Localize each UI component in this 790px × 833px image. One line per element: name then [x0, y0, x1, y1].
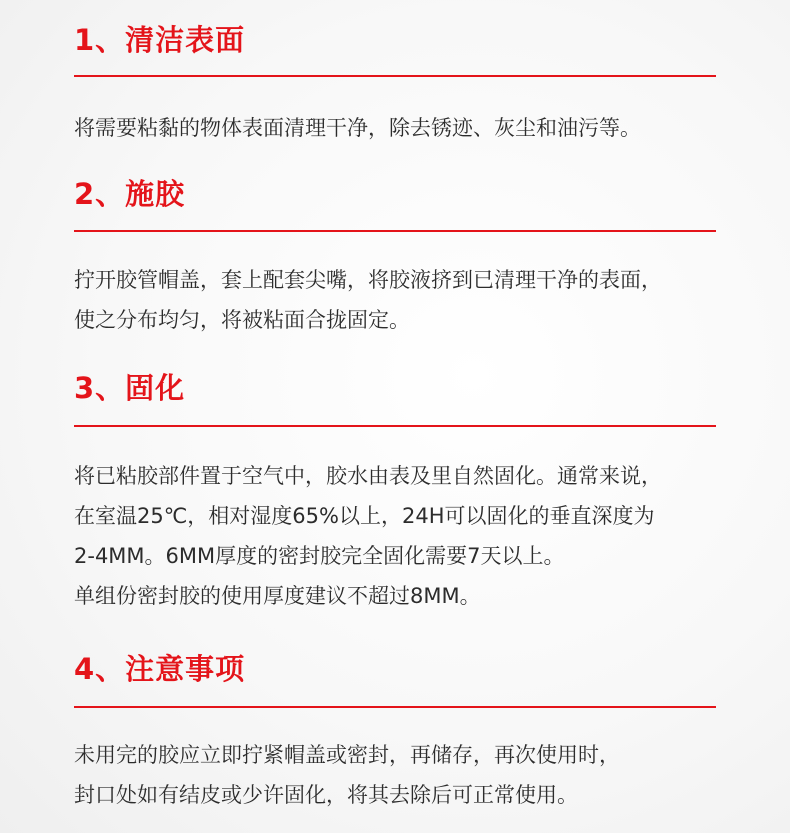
body-line: 在室温25℃，相对湿度65%以上，24H可以固化的垂直深度为 [74, 504, 655, 528]
section-divider [74, 75, 716, 77]
section-curing [74, 371, 716, 608]
section-body [74, 108, 754, 148]
section-heading: 2、施胶 [74, 177, 186, 211]
section-heading: 4、注意事项 [74, 652, 246, 686]
body-line: 封口处如有结皮或少许固化，将其去除后可正常使用。 [74, 783, 578, 807]
section-divider [74, 706, 716, 708]
section-precautions [74, 652, 716, 807]
body-line: 将已粘胶部件置于空气中，胶水由表及里自然固化。通常来说， [74, 464, 662, 488]
section-body [74, 260, 754, 340]
body-line: 拧开胶管帽盖，套上配套尖嘴，将胶液挤到已清理干净的表面， [74, 268, 662, 292]
section-body [74, 456, 754, 616]
section-apply-adhesive [74, 177, 716, 332]
section-clean-surface [74, 23, 716, 140]
body-line: 单组份密封胶的使用厚度建议不超过8MM。 [74, 584, 481, 608]
body-line: 使之分布均匀，将被粘面合拢固定。 [74, 308, 410, 332]
body-line: 将需要粘黏的物体表面清理干净，除去锈迹、灰尘和油污等。 [74, 116, 641, 140]
section-divider [74, 425, 716, 427]
section-divider [74, 230, 716, 232]
section-body [74, 735, 754, 815]
section-heading: 3、固化 [74, 371, 186, 405]
body-line: 未用完的胶应立即拧紧帽盖或密封，再储存，再次使用时， [74, 743, 620, 767]
body-line: 2-4MM。6MM厚度的密封胶完全固化需要7天以上。 [74, 544, 565, 568]
section-heading: 1、清洁表面 [74, 23, 246, 57]
